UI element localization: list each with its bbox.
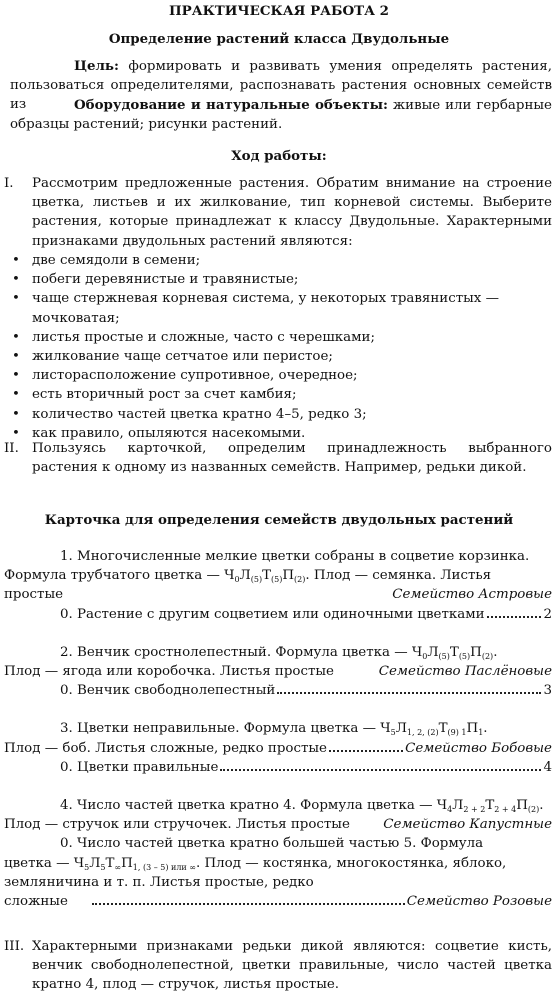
card-entry-3-alt: 0. Цветки правильные 4 xyxy=(4,758,552,777)
bullet-icon: • xyxy=(12,272,20,288)
card-entry-1-alt: 0. Растение с другим соцветием или одиночными цветками 2 xyxy=(4,605,552,624)
bullet-icon: • xyxy=(12,349,20,365)
family-name: Семейство Астровые xyxy=(392,587,552,603)
equipment-label: Оборудование и натуральные объекты: xyxy=(74,97,388,113)
family-name: Семейство Капустные xyxy=(383,817,552,833)
bullet-icon: • xyxy=(12,406,20,422)
page-subtitle: Определение растений класса Двудольные xyxy=(108,31,450,47)
step-number: 4 xyxy=(543,759,552,775)
section-1-number: I. xyxy=(4,176,14,191)
card-entry-4-alt-formula: цветка — $Ч_5Л_5Т_\infty П_{1, (3 - 5) или \infty}$. Плод — костянка, многокостянка, яблоко, xyxy=(4,855,507,872)
step-number: 3 xyxy=(543,683,552,699)
card-entry-4-family-line: Плод — стручок или стручочек. Листья простые Семейство Капустные xyxy=(4,815,552,834)
procedure-title: Ход работы: xyxy=(231,148,327,164)
bullet-icon: • xyxy=(12,291,20,307)
family-name: Семейство Розовые xyxy=(406,894,552,910)
card-entry-3-formula: 3. Цветки неправильные. Формула цветка — $Ч_5Л_{1, 2, (2)}Т_{(9) 1}П_1$. xyxy=(60,721,488,738)
section-2-text: Пользуясь карточкой, определим принадлежность выбранного растения к одному из названных семейств. Например, редьки дикой. xyxy=(32,441,552,476)
bullet-icon: • xyxy=(12,368,20,384)
bullet-icon: • xyxy=(12,387,20,403)
bullet-icon: • xyxy=(12,425,20,441)
goal-text: формировать и развивать умения определять растения, пользоваться определителями, распознавать растения основных семейств из xyxy=(10,59,552,113)
section-3-number: III. xyxy=(4,939,25,954)
card-entry-1-formula: Формула трубчатого цветка — $Ч_0Л_{(5)}Т_{(5)}П_{(2)}$. Плод — семянка. Листья xyxy=(4,568,492,585)
card-entry-4-family-line-2: сложные Семейство Розовые xyxy=(4,892,552,911)
card-entry-4-formula: 4. Число частей цветка кратно 4. Формула цветка — $Ч_4Л_{2 + 2}Т_{2 + 4}П_{(2)}$. xyxy=(60,798,544,815)
page-title: ПРАКТИЧЕСКАЯ РАБОТА 2 xyxy=(169,3,389,19)
step-number: 2 xyxy=(543,606,552,622)
features-list xyxy=(12,251,552,443)
card-entry-3-family-line: Плод — боб. Листья сложные, редко простые Семейство Бобовые xyxy=(4,739,552,758)
section-3-text: Характерными признаками редьки дикой являются: соцветие кисть, венчик свободнолепестной, цветки правильные, число частей цветка кратно 4, плод — стручок, листья простые. xyxy=(32,939,552,993)
bullet-icon: • xyxy=(12,329,20,345)
list-item: • как правило, опыляются насекомыми. xyxy=(12,424,552,443)
card-entry-1-line-1: 1. Многочисленные мелкие цветки собраны в соцветие корзинка. xyxy=(60,549,530,564)
card-entry-2-formula: 2. Венчик сростнолепестный. Формула цветка — $Ч_0Л_{(5)}Т_{(5)}П_{(2)}$. xyxy=(60,644,498,661)
card-entry-2-family-line: Плод — ягода или коробочка. Листья простые Семейство Паслёновые xyxy=(4,662,552,681)
card-entry-1-family-line: простые Семейство Астровые xyxy=(4,585,552,604)
card-title: Карточка для определения семейств двудольных растений xyxy=(44,512,514,528)
list-item: • листорасположение супротивное, очередное; xyxy=(12,366,552,385)
list-item: • две семядоли в семени; xyxy=(12,251,552,270)
list-item: • чаще стержневая корневая система, у некоторых травянистых — мочковатая; xyxy=(12,291,499,326)
goal-label: Цель: xyxy=(74,58,119,74)
section-2-number: II. xyxy=(4,441,19,456)
identification-card xyxy=(4,547,552,911)
card-entry-2-alt: 0. Венчик свободнолепестный 3 xyxy=(4,681,552,700)
equipment-text: живые или гербарные образцы растений; рисунки растений. xyxy=(10,98,552,133)
list-item: • листья простые и сложные, часто с черешками; xyxy=(12,328,552,347)
card-entry-4-alt-line-1: 0. Число частей цветка кратно большей частью 5. Формула xyxy=(60,836,484,852)
list-item: • количество частей цветка кратно 4–5, редко 3; xyxy=(12,405,552,424)
section-1-text: Рассмотрим предложенные растения. Обратим внимание на строение цветка, листьев и их жилкование, тип корневой системы. Выберите растения, которые принадлежат к классу Двудольные. Характерными признаками двудольных растений являются: xyxy=(32,176,552,249)
bullet-icon: • xyxy=(12,253,20,268)
list-item: • жилкование чаще сетчатое или перистое; xyxy=(12,347,552,366)
card-entry-4-alt-line-3: земляничина и т. п. Листья простые, редко xyxy=(4,874,314,890)
family-name: Семейство Бобовые xyxy=(405,740,552,756)
equipment-paragraph xyxy=(10,96,552,134)
list-item: • есть вторичный рост за счет камбия; xyxy=(12,385,552,404)
family-name: Семейство Паслёновые xyxy=(378,664,552,680)
list-item: • побеги деревянистые и травянистые; xyxy=(12,270,552,289)
